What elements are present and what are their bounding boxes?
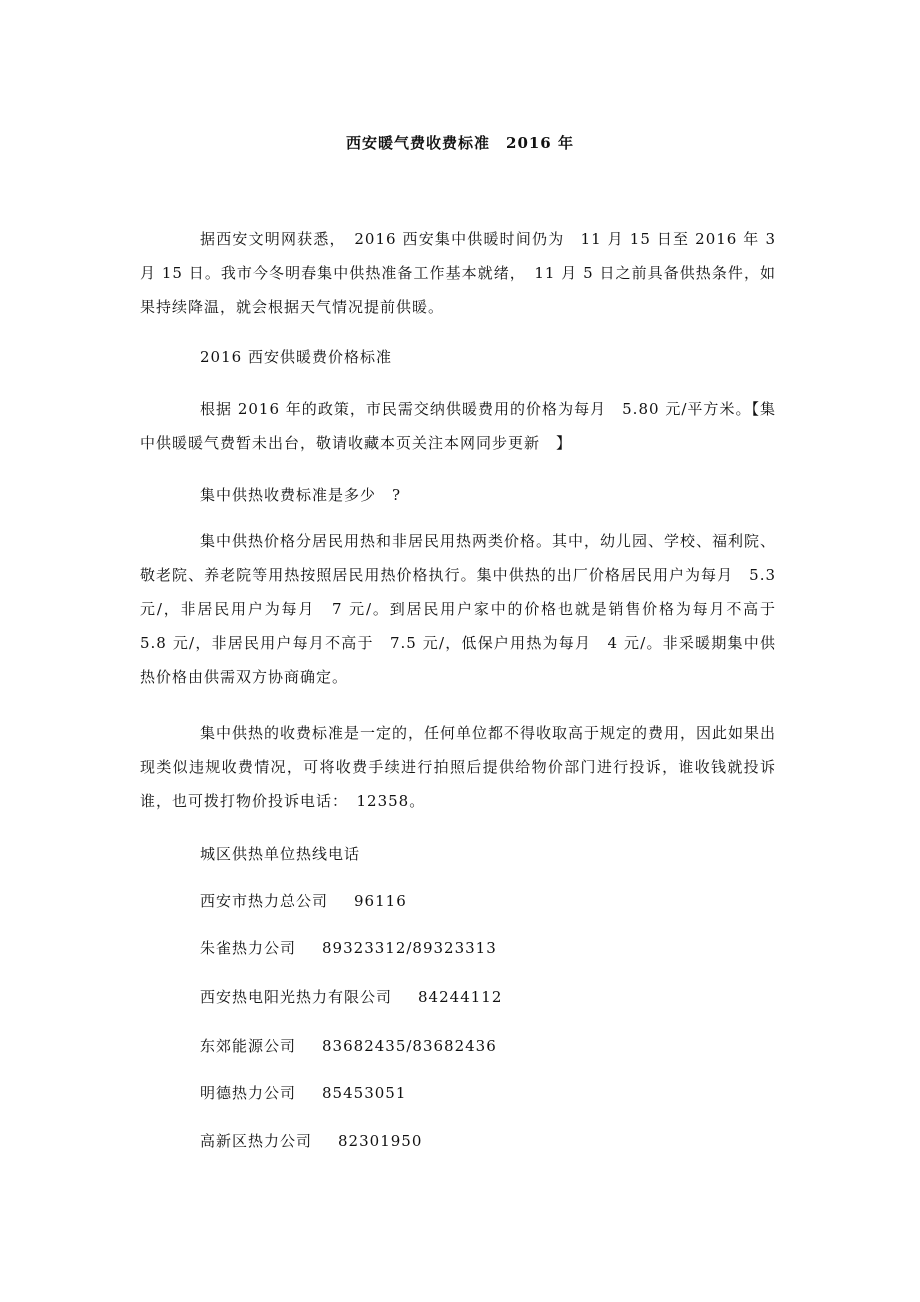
question-heading: 集中供热收费标准是多少 ?	[200, 486, 402, 504]
hotline-row	[200, 1130, 422, 1152]
hotline-company: 西安市热力总公司	[200, 892, 329, 910]
hotline-company: 高新区热力公司	[200, 1132, 313, 1150]
hotline-company: 朱雀热力公司	[200, 939, 297, 957]
hotline-phone: 84244112	[418, 988, 503, 1006]
hotline-company: 西安热电阳光热力有限公司	[200, 988, 393, 1006]
page-title: 西安暖气费收费标准 2016 年	[346, 134, 574, 152]
price-heading: 2016 西安供暖费价格标准	[200, 348, 392, 366]
hotline-company: 东郊能源公司	[200, 1037, 297, 1055]
hotline-phone: 89323312/89323313	[322, 939, 497, 957]
hotline-phone: 83682435/83682436	[322, 1037, 497, 1055]
hotline-row	[200, 890, 407, 912]
hotline-phone: 85453051	[322, 1084, 407, 1102]
hotline-row	[200, 986, 502, 1008]
hotline-company: 明德热力公司	[200, 1084, 297, 1102]
hotline-heading: 城区供热单位热线电话	[200, 845, 361, 863]
hotline-row	[200, 937, 497, 959]
price-detail-paragraph: 集中供热价格分居民用热和非居民用热两类价格。其中，幼儿园、学校、福利院、敬老院、养老院等用热按照居民用热价格执行。集中供热的出厂价格居民用户为每月 5.3 元/，非居民用户为每月 7 元/。到居民用户家中的价格也就是销售价格为每月不高于 5.8 元/，非居民用户每月不高于 7.5 元/，低保户用热为每月 4 元/。非采暖期集中供热价格由供需双方协商确定。	[140, 532, 793, 686]
hotline-phone: 96116	[354, 892, 407, 910]
hotline-phone: 82301950	[338, 1132, 423, 1150]
hotline-row	[200, 1035, 497, 1057]
price-policy-paragraph: 根据 2016 年的政策，市民需交纳供暖费用的价格为每月 5.80 元/平方米。【集中供暖暖气费暂未出台，敬请收藏本页关注本网同步更新 】	[140, 400, 776, 452]
complaint-paragraph: 集中供热的收费标准是一定的，任何单位都不得收取高于规定的费用，因此如果出现类似违规收费情况，可将收费手续进行拍照后提供给物价部门进行投诉，谁收钱就投诉谁，也可拨打物价投诉电话： 12358。	[140, 724, 777, 810]
hotline-row	[200, 1082, 406, 1104]
intro-paragraph: 据西安文明网获悉， 2016 西安集中供暖时间仍为 11 月 15 日至 2016 年 3 月 15 日。我市今冬明春集中供热准备工作基本就绪， 11 月 5 日之前具备供热条件，如果持续降温，就会根据天气情况提前供暖。	[140, 230, 776, 316]
